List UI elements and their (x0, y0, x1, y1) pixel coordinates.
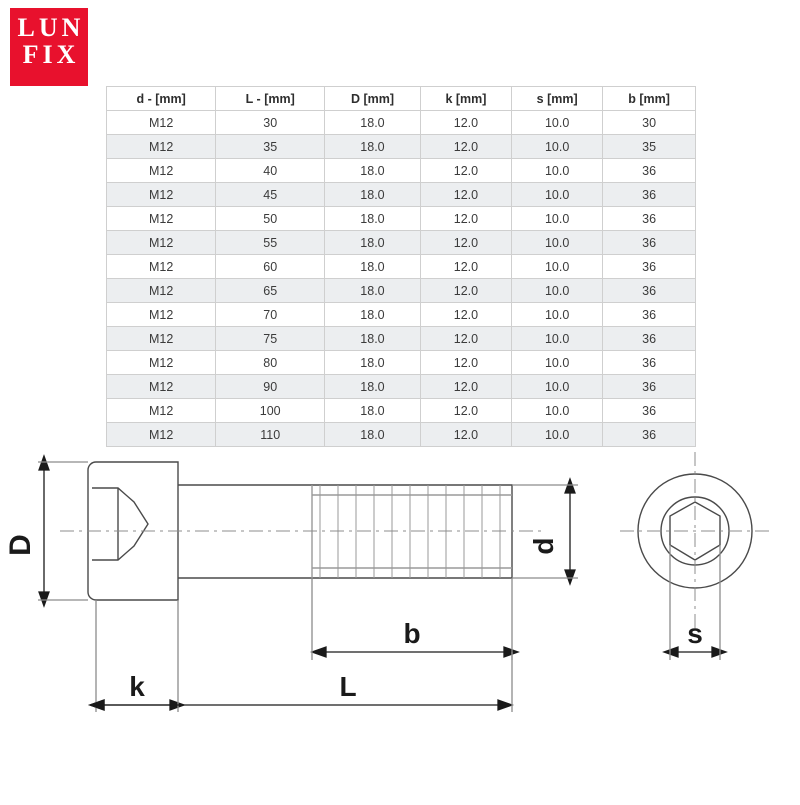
table-cell: 30 (216, 111, 325, 135)
label-socket-width: s (687, 618, 703, 649)
table-cell: 12.0 (420, 279, 511, 303)
table-header-cell: d - [mm] (107, 87, 216, 111)
table-row (107, 375, 696, 399)
table-row (107, 399, 696, 423)
table-cell: 12.0 (420, 111, 511, 135)
table-cell: 10.0 (512, 183, 603, 207)
table-cell: 12.0 (420, 183, 511, 207)
table-cell: M12 (107, 327, 216, 351)
logo-line-2: FIX (22, 40, 80, 70)
table-cell: 12.0 (420, 231, 511, 255)
hex-socket-profile (92, 488, 148, 560)
table-cell: 70 (216, 303, 325, 327)
table-row (107, 351, 696, 375)
table-header-cell: b [mm] (603, 87, 696, 111)
table-header-row (107, 87, 696, 111)
label-shank-diameter: d (528, 537, 559, 555)
table-header-cell: L - [mm] (216, 87, 325, 111)
table-header-cell: D [mm] (325, 87, 421, 111)
table-cell: 18.0 (325, 231, 421, 255)
table-cell: 12.0 (420, 255, 511, 279)
table-cell: 12.0 (420, 207, 511, 231)
table-cell: 18.0 (325, 111, 421, 135)
table-cell: 36 (603, 327, 696, 351)
table-cell: 10.0 (512, 111, 603, 135)
table-cell: M12 (107, 303, 216, 327)
table-cell: 36 (603, 375, 696, 399)
table-cell: 10.0 (512, 351, 603, 375)
table-row (107, 327, 696, 351)
table-cell: 18.0 (325, 423, 421, 447)
table-cell: M12 (107, 159, 216, 183)
table-cell: 75 (216, 327, 325, 351)
table-cell: M12 (107, 279, 216, 303)
table-cell: 35 (603, 135, 696, 159)
technical-drawing (0, 440, 800, 800)
table-cell: 36 (603, 159, 696, 183)
table-cell: 30 (603, 111, 696, 135)
table-cell: 36 (603, 399, 696, 423)
table-header-cell: k [mm] (420, 87, 511, 111)
table-cell: 36 (603, 183, 696, 207)
table-row (107, 279, 696, 303)
table-cell: 18.0 (325, 207, 421, 231)
table-cell: 18.0 (325, 135, 421, 159)
table-cell: 18.0 (325, 303, 421, 327)
table-cell: 50 (216, 207, 325, 231)
table-cell: 36 (603, 255, 696, 279)
table-cell: 90 (216, 375, 325, 399)
table-cell: M12 (107, 183, 216, 207)
table-cell: M12 (107, 111, 216, 135)
table-cell: 18.0 (325, 327, 421, 351)
table-cell: 45 (216, 183, 325, 207)
table-cell: 18.0 (325, 159, 421, 183)
label-head-diameter: D (4, 534, 37, 556)
table-cell: 60 (216, 255, 325, 279)
table-cell: 10.0 (512, 279, 603, 303)
table-cell: 10.0 (512, 423, 603, 447)
table-cell: 40 (216, 159, 325, 183)
table-cell: 10.0 (512, 207, 603, 231)
brand-logo (10, 8, 88, 86)
table-row (107, 255, 696, 279)
table-cell: M12 (107, 423, 216, 447)
table-cell: 18.0 (325, 255, 421, 279)
table-cell: 10.0 (512, 327, 603, 351)
table-cell: M12 (107, 207, 216, 231)
table-cell: 12.0 (420, 159, 511, 183)
table-cell: 10.0 (512, 255, 603, 279)
table-cell: 35 (216, 135, 325, 159)
table-row (107, 303, 696, 327)
table-cell: 12.0 (420, 303, 511, 327)
table-cell: 12.0 (420, 135, 511, 159)
table-cell: M12 (107, 375, 216, 399)
table-cell: 110 (216, 423, 325, 447)
table-cell: 55 (216, 231, 325, 255)
label-thread-length: b (403, 618, 421, 649)
specification-table (106, 86, 696, 447)
table-row (107, 207, 696, 231)
table-cell: 12.0 (420, 423, 511, 447)
label-total-length: L (339, 671, 357, 702)
table-cell: 18.0 (325, 375, 421, 399)
table-cell: 36 (603, 423, 696, 447)
table-cell: 18.0 (325, 399, 421, 423)
table-cell: 10.0 (512, 399, 603, 423)
table-cell: 12.0 (420, 375, 511, 399)
label-head-height: k (129, 671, 145, 702)
table-cell: 18.0 (325, 183, 421, 207)
table-cell: 12.0 (420, 327, 511, 351)
table-row (107, 111, 696, 135)
table-cell: 10.0 (512, 375, 603, 399)
table-cell: 10.0 (512, 303, 603, 327)
table-header-cell: s [mm] (512, 87, 603, 111)
logo-line-1: LUN (17, 13, 85, 42)
table-cell: 18.0 (325, 279, 421, 303)
table-cell: 80 (216, 351, 325, 375)
table-cell: 10.0 (512, 231, 603, 255)
table-cell: M12 (107, 255, 216, 279)
table-cell: 10.0 (512, 135, 603, 159)
table-cell: M12 (107, 399, 216, 423)
table-row (107, 159, 696, 183)
table-cell: M12 (107, 231, 216, 255)
table-cell: 65 (216, 279, 325, 303)
table-cell: 36 (603, 351, 696, 375)
table-row (107, 135, 696, 159)
table-cell: 36 (603, 207, 696, 231)
table-cell: M12 (107, 135, 216, 159)
table-cell: 18.0 (325, 351, 421, 375)
table-body (107, 111, 696, 447)
table-cell: 36 (603, 231, 696, 255)
table-cell: 100 (216, 399, 325, 423)
table-row (107, 183, 696, 207)
table-cell: 12.0 (420, 351, 511, 375)
table-cell: 10.0 (512, 159, 603, 183)
table-cell: M12 (107, 351, 216, 375)
end-view-center-lines (620, 452, 770, 630)
table-row (107, 231, 696, 255)
table-cell: 36 (603, 279, 696, 303)
table-cell: 12.0 (420, 399, 511, 423)
table-cell: 36 (603, 303, 696, 327)
